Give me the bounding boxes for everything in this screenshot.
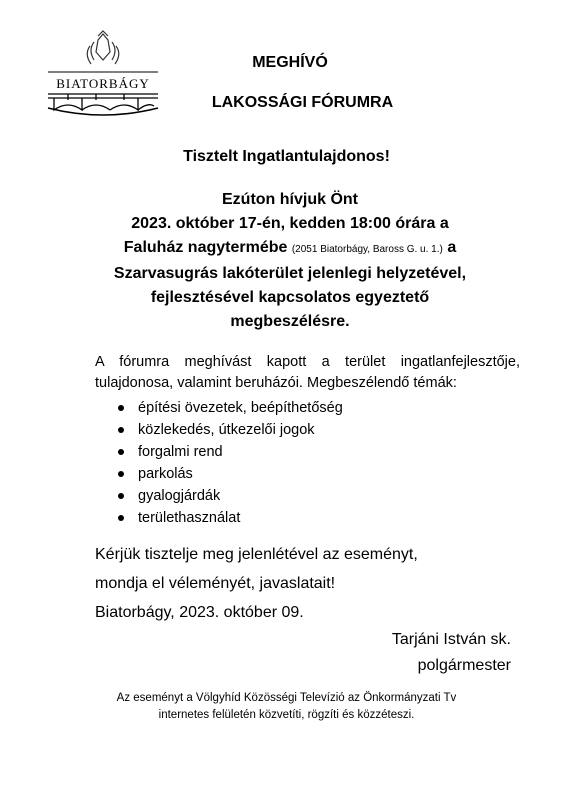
topic-item: közlekedés, útkezelői jogok: [110, 419, 343, 441]
signature-title: polgármester: [417, 657, 511, 674]
invitation-datetime: 2023. október 17-én, kedden 18:00 órára a: [131, 215, 449, 232]
footer-line-1: Az eseményt a Völgyhíd Közösségi Televízió az Önkormányzati Tv: [116, 692, 457, 704]
topics-list: [110, 397, 343, 529]
invitation-venue-line: [80, 236, 500, 262]
place-date: Biatorbágy, 2023. október 09.: [95, 604, 304, 621]
invitation-line-1: Ezúton hívjuk Önt: [222, 191, 358, 208]
topic-item: építési övezetek, beépíthetőség: [110, 397, 343, 419]
topic-item: gyalogjárdák: [110, 485, 343, 507]
footer-note: [90, 690, 483, 724]
biatorbagy-logo: [44, 30, 162, 118]
venue-suffix: a: [447, 239, 457, 256]
greeting: Tisztelt Ingatlantulajdonos!: [183, 148, 390, 165]
venue-address: (2051 Biatorbágy, Baross G. u. 1.): [291, 244, 443, 255]
topic-item: területhasználat: [110, 507, 343, 529]
invitation-line-6: megbeszélésre.: [230, 313, 350, 330]
signature-name: Tarjáni István sk.: [391, 631, 511, 648]
topic-item: parkolás: [110, 463, 343, 485]
crest-icon: [44, 30, 162, 118]
page-subtitle: LAKOSSÁGI FÓRUMRA: [211, 94, 394, 111]
page-title: MEGHÍVÓ: [252, 54, 328, 71]
logo-wordmark: BIATORBÁGY: [56, 76, 150, 91]
invitation-line-5: fejlesztésével kapcsolatos egyeztető: [150, 289, 430, 306]
footer-line-2: internetes felületén közvetíti, rögzíti és közzéteszi.: [158, 709, 415, 721]
topic-item: forgalmi rend: [110, 441, 343, 463]
closing-text: [95, 540, 535, 598]
venue-name: Faluház nagytermébe: [123, 239, 288, 256]
closing-line-1: Kérjük tisztelje meg jelenlétével az eseményt,: [95, 546, 418, 563]
invitation-line-4: Szarvasugrás lakóterület jelenlegi helyzetével,: [113, 265, 467, 282]
closing-line-2: mondja el véleményét, javaslatait!: [95, 575, 336, 592]
intro-paragraph: A fórumra meghívást kapott a terület ingatlanfejlesztője, tulajdonosa, valamint beruházói. Megbeszélendő témák:: [95, 354, 520, 391]
invitation-block: [80, 188, 500, 334]
